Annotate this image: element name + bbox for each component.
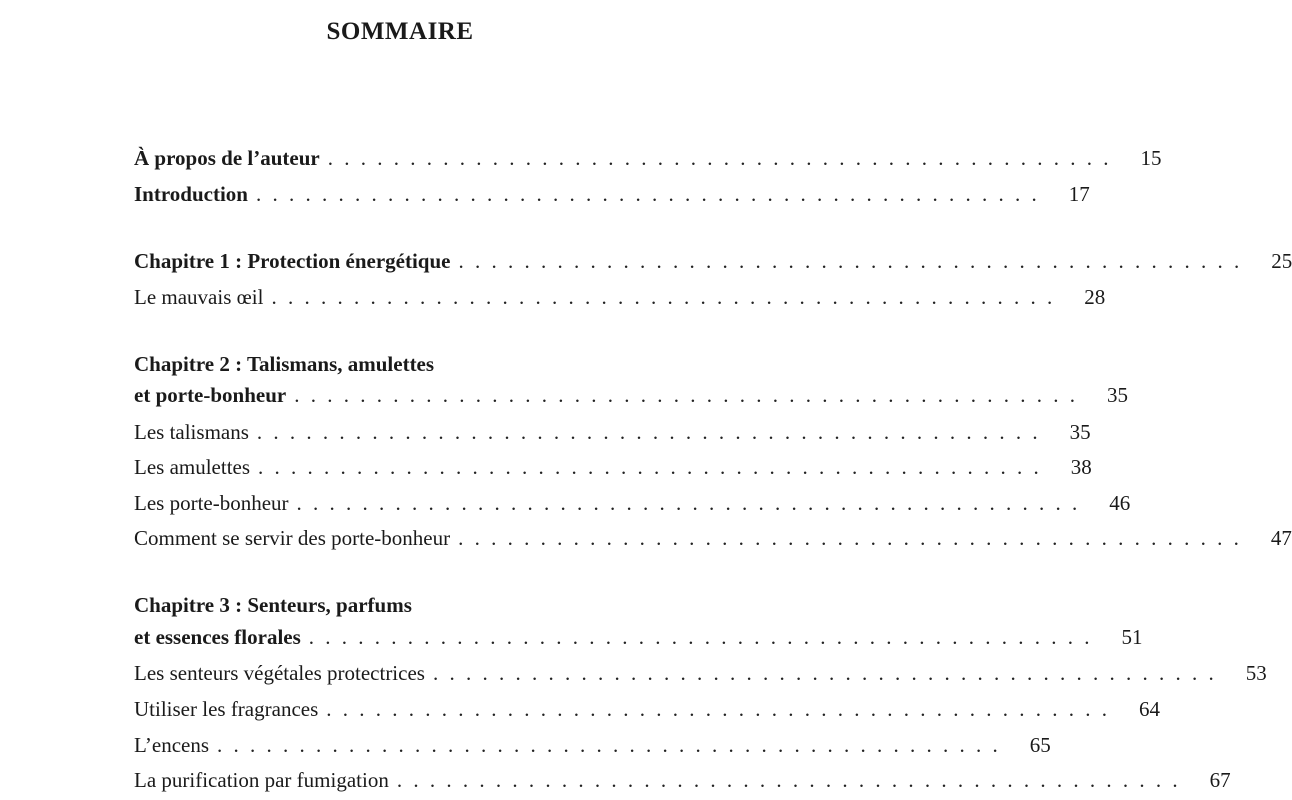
toc-entry-label: Les senteurs végétales protectrices [134,661,425,685]
toc-entry-label: Chapitre 1 : Protection énergétique [134,249,451,273]
toc-entry-label: Les porte-bonheur [134,491,289,515]
toc-entry-talismans[interactable] [134,417,1091,447]
toc-entry-label: Comment se servir des porte-bonheur [134,526,451,550]
toc-entry-page: 38 [1070,455,1092,479]
page-title: SOMMAIRE [326,18,474,45]
leader-dots: . . . . . . . . . . . . . . . . . . . . . . . . . . . . . . . . . . . . . . . . . . . . . . . . [255,182,1040,206]
toc-entry-page: 17 [1068,182,1090,206]
toc-entry-label: et porte-bonheur [134,383,287,407]
leader-dots: . . . . . . . . . . . . . . . . . . . . . . . . . . . . . . . . . . . . . . . . . . . . . . . . [396,768,1181,792]
toc-entry-evil-eye[interactable] [134,282,1106,312]
toc-entry-chapter-2[interactable] [134,380,1128,410]
toc-entry-page: 64 [1139,697,1161,721]
leader-dots: . . . . . . . . . . . . . . . . . . . . . . . . . . . . . . . . . . . . . . . . . . . . . . . . [271,285,1056,309]
toc-entry-page: 35 [1106,383,1128,407]
leader-dots: . . . . . . . . . . . . . . . . . . . . . . . . . . . . . . . . . . . . . . . . . . . . . . . . [326,697,1111,721]
leader-dots: . . . . . . . . . . . . . . . . . . . . . . . . . . . . . . . . . . . . . . . . . . . . . . . . [327,146,1112,170]
toc-entry-page: 25 [1271,249,1292,273]
toc-entry-chapter-3-title-line1[interactable]: Chapitre 3 : Senteurs, parfums [134,593,412,617]
toc-entry-chapter-2-title-line1[interactable]: Chapitre 2 : Talismans, amulettes [134,352,435,376]
toc-entry-fragrances[interactable] [134,694,1161,724]
toc-entry-amulets[interactable] [134,452,1092,482]
leader-dots: . . . . . . . . . . . . . . . . . . . . . . . . . . . . . . . . . . . . . . . . . . . . . . . . [296,491,1081,515]
toc-entry-label: À propos de l’auteur [134,146,320,170]
toc-entry-label: et essences florales [134,625,301,649]
toc-entry-lucky-charms[interactable] [134,488,1131,518]
leader-dots: . . . . . . . . . . . . . . . . . . . . . . . . . . . . . . . . . . . . . . . . . . . . . . . . [217,733,1001,757]
toc-entry-page: 46 [1109,491,1131,515]
toc-entry-page: 67 [1209,768,1231,792]
toc-entry-page: 28 [1084,285,1106,309]
toc-entry-label: Utiliser les fragrances [134,697,319,721]
toc-entry-using-charms[interactable] [134,523,1292,553]
toc-entry-page: 35 [1069,420,1091,444]
toc-entry-page: 51 [1121,625,1143,649]
toc-entry-label: Le mauvais œil [134,285,264,309]
toc-entry-label: Les amulettes [134,455,251,479]
toc-entry-plant-scents[interactable] [134,658,1267,688]
leader-dots: . . . . . . . . . . . . . . . . . . . . . . . . . . . . . . . . . . . . . . . . . . . . . . . . [256,420,1041,444]
toc-entry-chapter-1[interactable] [134,246,1292,276]
toc-entry-label: Les talismans [134,420,249,444]
toc-entry-about-author[interactable] [134,143,1162,173]
toc-entry-page: 65 [1029,733,1051,757]
leader-dots: . . . . . . . . . . . . . . . . . . . . . . . . . . . . . . . . . . . . . . . . . . . . . . . . [294,383,1078,407]
toc-entry-incense[interactable] [134,730,1051,760]
leader-dots: . . . . . . . . . . . . . . . . . . . . . . . . . . . . . . . . . . . . . . . . . . . . . . . . [258,455,1042,479]
toc-entry-page: 53 [1245,661,1267,685]
leader-dots: . . . . . . . . . . . . . . . . . . . . . . . . . . . . . . . . . . . . . . . . . . . . . . . . [308,625,1093,649]
toc-entry-label: La purification par fumigation [134,768,389,792]
leader-dots: . . . . . . . . . . . . . . . . . . . . . . . . . . . . . . . . . . . . . . . . . . . . . . . . [432,661,1217,685]
toc-entry-label: Introduction [134,182,248,206]
toc-entry-page: 15 [1140,146,1162,170]
leader-dots: . . . . . . . . . . . . . . . . . . . . . . . . . . . . . . . . . . . . . . . . . . . . . . . . [458,526,1242,550]
toc-entry-chapter-3[interactable] [134,622,1143,652]
toc-entry-fumigation[interactable] [134,765,1231,795]
toc-entry-label: L’encens [134,733,210,757]
leader-dots: . . . . . . . . . . . . . . . . . . . . . . . . . . . . . . . . . . . . . . . . . . . . . . . . [458,249,1243,273]
toc-entry-page: 47 [1270,526,1292,550]
toc-entry-introduction[interactable] [134,179,1090,209]
